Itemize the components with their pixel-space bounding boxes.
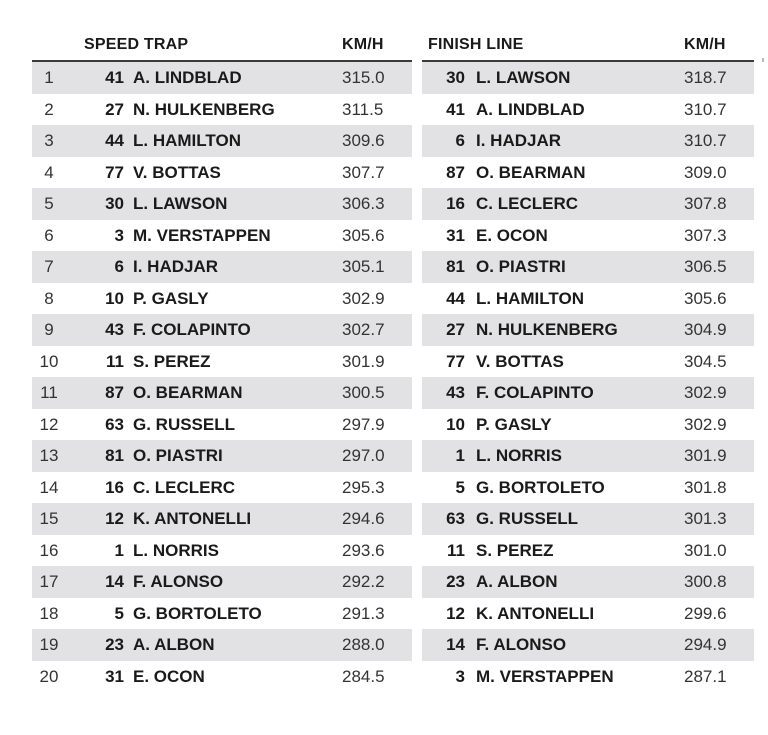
car-number-cell: 3 xyxy=(455,666,465,686)
car-number-cell: 87 xyxy=(105,383,124,402)
car-number-cell: 12 xyxy=(105,509,124,528)
car-number-cell: 63 xyxy=(446,509,465,528)
speed-cell: 305.1 xyxy=(342,257,385,276)
speed-cell: 294.6 xyxy=(342,509,385,528)
position-cell: 4 xyxy=(44,162,54,182)
speed-cell: 318.7 xyxy=(684,68,727,87)
table-row xyxy=(32,346,412,378)
driver-name-cell: K. ANTONELLI xyxy=(133,509,252,528)
cropped-column-edge xyxy=(762,58,768,62)
car-number-cell: 14 xyxy=(446,635,465,654)
speed-cell: 301.8 xyxy=(684,477,727,497)
speed-cell: 302.9 xyxy=(684,383,727,402)
driver-name-cell: S. PEREZ xyxy=(476,540,554,560)
speed-trap-table xyxy=(32,34,412,692)
car-number-cell: 12 xyxy=(446,603,465,623)
table-row xyxy=(422,220,754,252)
driver-name-cell: G. BORTOLETO xyxy=(476,477,605,497)
table-row xyxy=(32,535,412,567)
driver-name-cell: I. HADJAR xyxy=(476,131,562,150)
position-cell: 3 xyxy=(44,131,54,150)
table-row xyxy=(422,314,754,346)
table-row xyxy=(422,188,754,220)
position-cell: 16 xyxy=(39,540,59,560)
speed-cell: 302.9 xyxy=(342,288,385,308)
driver-name-cell: O. BEARMAN xyxy=(133,383,243,402)
driver-name-cell: A. ALBON xyxy=(476,572,558,591)
driver-name-cell: G. RUSSELL xyxy=(133,414,236,434)
car-number-cell: 87 xyxy=(446,162,465,182)
car-number-cell: 3 xyxy=(114,225,124,245)
speed-cell: 301.9 xyxy=(342,351,385,371)
table-row xyxy=(422,629,754,661)
driver-name-cell: I. HADJAR xyxy=(133,257,219,276)
driver-name-cell: F. ALONSO xyxy=(476,635,567,654)
car-number-cell: 27 xyxy=(105,99,124,119)
car-number-cell: 30 xyxy=(105,194,124,213)
speed-cell: 284.5 xyxy=(342,666,385,686)
table-row xyxy=(32,409,412,441)
driver-name-cell: A. LINDBLAD xyxy=(476,99,585,119)
table-row xyxy=(422,125,754,157)
speed-cell: 304.5 xyxy=(684,351,727,371)
position-cell: 5 xyxy=(44,194,54,213)
table-row xyxy=(32,598,412,630)
driver-name-cell: C. LECLERC xyxy=(476,194,578,213)
speed-cell: 294.9 xyxy=(684,635,727,654)
speed-cell: 287.1 xyxy=(684,666,727,686)
table-row xyxy=(32,220,412,252)
position-cell: 2 xyxy=(44,99,54,119)
speed-trap-rows xyxy=(32,62,412,692)
driver-name-cell: V. BOTTAS xyxy=(133,162,221,182)
car-number-cell: 5 xyxy=(455,477,465,497)
driver-name-cell: L. LAWSON xyxy=(476,68,571,87)
car-number-cell: 43 xyxy=(105,320,124,339)
position-cell: 18 xyxy=(39,603,59,623)
driver-name-cell: F. COLAPINTO xyxy=(476,383,594,402)
table-row xyxy=(422,251,754,283)
car-number-cell: 16 xyxy=(105,477,124,497)
table-row xyxy=(32,472,412,504)
table-row xyxy=(422,409,754,441)
position-cell: 17 xyxy=(39,572,59,591)
position-cell: 6 xyxy=(44,225,54,245)
speed-cell: 297.9 xyxy=(342,414,385,434)
driver-name-cell: S. PEREZ xyxy=(133,351,211,371)
speed-cell: 305.6 xyxy=(342,225,385,245)
table-row xyxy=(32,251,412,283)
finish-line-header xyxy=(422,34,754,62)
table-row xyxy=(422,283,754,315)
driver-name-cell: M. VERSTAPPEN xyxy=(476,666,614,686)
car-number-cell: 1 xyxy=(114,540,124,560)
car-number-cell: 23 xyxy=(446,572,465,591)
position-cell: 13 xyxy=(39,446,59,465)
speed-cell: 309.0 xyxy=(684,162,727,182)
speed-cell: 306.5 xyxy=(684,257,727,276)
speed-cell: 304.9 xyxy=(684,320,727,339)
position-cell: 7 xyxy=(44,257,54,276)
car-number-cell: 81 xyxy=(446,257,465,276)
car-number-cell: 16 xyxy=(446,194,465,213)
driver-name-cell: F. COLAPINTO xyxy=(133,320,251,339)
speed-cell: 291.3 xyxy=(342,603,385,623)
table-row xyxy=(32,314,412,346)
driver-name-cell: N. HULKENBERG xyxy=(133,99,275,119)
speed-cell: 306.3 xyxy=(342,194,385,213)
table-row xyxy=(422,566,754,598)
car-number-cell: 77 xyxy=(446,351,465,371)
table-row xyxy=(422,157,754,189)
car-number-cell: 31 xyxy=(446,225,465,245)
speed-cell: 299.6 xyxy=(684,603,727,623)
speed-cell: 311.5 xyxy=(342,99,384,119)
driver-name-cell: G. RUSSELL xyxy=(476,509,579,528)
table-row xyxy=(32,629,412,661)
table-row xyxy=(422,598,754,630)
car-number-cell: 77 xyxy=(105,162,124,182)
speed-cell: 288.0 xyxy=(342,635,385,654)
position-cell: 20 xyxy=(39,666,59,686)
car-number-cell: 5 xyxy=(114,603,124,623)
driver-name-cell: L. NORRIS xyxy=(476,446,562,465)
speed-cell: 293.6 xyxy=(342,540,385,560)
speed-cell: 292.2 xyxy=(342,572,385,591)
driver-name-cell: A. LINDBLAD xyxy=(133,68,242,87)
table-row xyxy=(32,440,412,472)
car-number-cell: 10 xyxy=(446,414,465,434)
speed-cell: 310.7 xyxy=(684,131,727,150)
position-cell: 10 xyxy=(39,351,59,371)
driver-name-cell: L. NORRIS xyxy=(133,540,219,560)
car-number-cell: 23 xyxy=(105,635,124,654)
driver-name-cell: O. BEARMAN xyxy=(476,162,586,182)
speed-cell: 307.3 xyxy=(684,225,727,245)
car-number-cell: 41 xyxy=(446,99,465,119)
finish-line-rows xyxy=(422,62,754,692)
car-number-cell: 44 xyxy=(446,288,465,308)
speed-cell: 307.7 xyxy=(342,162,385,182)
position-cell: 1 xyxy=(44,68,54,87)
driver-name-cell: P. GASLY xyxy=(133,288,209,308)
driver-name-cell: V. BOTTAS xyxy=(476,351,564,371)
finish-line-table xyxy=(422,34,754,692)
table-row xyxy=(422,503,754,535)
finish-line-title: FINISH LINE xyxy=(428,36,524,53)
driver-name-cell: L. HAMILTON xyxy=(476,288,584,308)
table-row xyxy=(422,377,754,409)
position-cell: 8 xyxy=(44,288,54,308)
table-row xyxy=(32,94,412,126)
position-cell: 15 xyxy=(39,509,59,528)
speed-cell: 301.0 xyxy=(684,540,727,560)
speed-cell: 302.9 xyxy=(684,414,727,434)
table-row xyxy=(32,661,412,693)
speed-cell: 307.8 xyxy=(684,194,727,213)
table-row xyxy=(422,62,754,94)
table-row xyxy=(32,566,412,598)
car-number-cell: 27 xyxy=(446,320,465,339)
driver-name-cell: L. LAWSON xyxy=(133,194,228,213)
car-number-cell: 43 xyxy=(446,383,465,402)
speed-cell: 315.0 xyxy=(342,68,385,87)
table-row xyxy=(422,535,754,567)
car-number-cell: 41 xyxy=(105,68,124,87)
driver-name-cell: P. GASLY xyxy=(476,414,552,434)
speed-cell: 297.0 xyxy=(342,446,385,465)
driver-name-cell: A. ALBON xyxy=(133,635,215,654)
car-number-cell: 11 xyxy=(106,351,124,371)
driver-name-cell: E. OCON xyxy=(476,225,548,245)
driver-name-cell: C. LECLERC xyxy=(133,477,235,497)
speed-cell: 302.7 xyxy=(342,320,385,339)
car-number-cell: 44 xyxy=(105,131,124,150)
table-row xyxy=(422,661,754,693)
speed-cell: 295.3 xyxy=(342,477,385,497)
speed-cell: 301.9 xyxy=(684,446,727,465)
car-number-cell: 11 xyxy=(447,540,465,560)
driver-name-cell: G. BORTOLETO xyxy=(133,603,262,623)
driver-name-cell: F. ALONSO xyxy=(133,572,224,591)
table-row xyxy=(32,188,412,220)
driver-name-cell: E. OCON xyxy=(133,666,205,686)
position-cell: 9 xyxy=(44,320,54,339)
driver-name-cell: O. PIASTRI xyxy=(476,257,566,276)
driver-name-cell: K. ANTONELLI xyxy=(476,603,595,623)
car-number-cell: 6 xyxy=(114,257,124,276)
car-number-cell: 30 xyxy=(446,68,465,87)
finish-line-unit: KM/H xyxy=(684,36,726,53)
speed-trap-title: SPEED TRAP xyxy=(84,36,189,53)
car-number-cell: 81 xyxy=(105,446,124,465)
car-number-cell: 31 xyxy=(105,666,124,686)
car-number-cell: 14 xyxy=(105,572,124,591)
position-cell: 14 xyxy=(39,477,59,497)
car-number-cell: 1 xyxy=(455,446,465,465)
position-cell: 19 xyxy=(39,635,59,654)
car-number-cell: 10 xyxy=(105,288,124,308)
table-row xyxy=(422,346,754,378)
speed-cell: 309.6 xyxy=(342,131,385,150)
driver-name-cell: M. VERSTAPPEN xyxy=(133,225,271,245)
table-row xyxy=(32,157,412,189)
speed-cell: 300.8 xyxy=(684,572,727,591)
driver-name-cell: O. PIASTRI xyxy=(133,446,223,465)
car-number-cell: 63 xyxy=(105,414,124,434)
speed-trap-unit: KM/H xyxy=(342,36,384,53)
table-row xyxy=(422,472,754,504)
driver-name-cell: L. HAMILTON xyxy=(133,131,241,150)
table-row xyxy=(32,503,412,535)
table-row xyxy=(32,125,412,157)
table-row xyxy=(32,62,412,94)
table-row xyxy=(32,283,412,315)
table-row xyxy=(32,377,412,409)
speed-cell: 310.7 xyxy=(684,99,727,119)
speed-cell: 301.3 xyxy=(684,509,727,528)
position-cell: 12 xyxy=(39,414,59,434)
position-cell: 11 xyxy=(40,383,58,402)
speed-cell: 300.5 xyxy=(342,383,385,402)
driver-name-cell: N. HULKENBERG xyxy=(476,320,618,339)
speed-trap-header xyxy=(32,34,412,62)
table-row xyxy=(422,94,754,126)
table-row xyxy=(422,440,754,472)
car-number-cell: 6 xyxy=(455,131,465,150)
speed-cell: 305.6 xyxy=(684,288,727,308)
